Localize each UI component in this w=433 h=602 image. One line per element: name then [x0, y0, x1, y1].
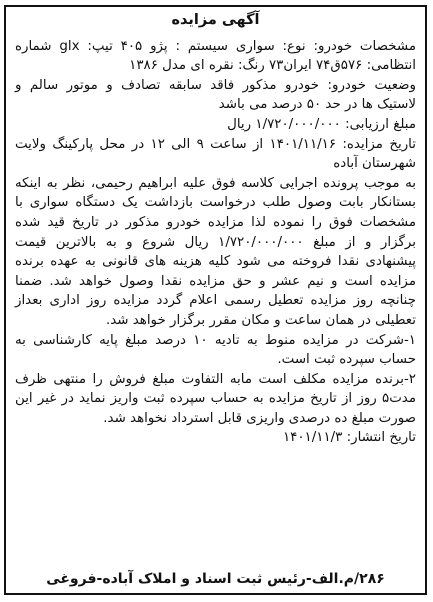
condition-2: ۲-برنده مزایده مکلف است مابه التفاوت مبلغ فروش را منتهی ظرف مدت۵ روز از تاریخ مزایده به حساب سپرده ثبت واریز نماید در غیر این صورت مبلغ ده درصدی واریزی قابل استرداد نخواهد شد. — [15, 371, 416, 426]
publish-date: تاریخ انتشار: ۱۴۰۱/۱۱/۳ — [282, 430, 416, 446]
appraised-value: مبلغ ارزیابی: ۱/۷۲۰/۰۰۰/۰۰۰ ریال — [227, 116, 416, 132]
notice-signature: ۲۸۶/م.الف-رئیس ثبت اسناد و املاک آباده-فروغی — [46, 571, 385, 587]
notice-body: به موجب پرونده اجرایی کلاسه فوق علیه ابراهیم رحیمی، نظر به اینکه بستانکار بابت وصول طلب درخواست بازداشت یک دستگاه سواری با مشخصات فوق را نموده لذا مزایده خودرو مذکور در تاریخ قید شده برگزار و از مبلغ ۱/۷۲۰/۰۰۰/۰۰۰ ریال شروع و به بالاترین قیمت پیشنهادی نقدا فروخته می شود کلیه هزینه های قانونی به عهده برنده مزایده است و نیم عشر و حق مزایده نقدا وصول خواهد شد. ضمنا چنانچه روز مزایده تعطیل رسمی اعلام گردد مزایده روز اداری بعداز تعطیلی در همان ساعت و مکان مقرر برگزار خواهد شد. — [15, 175, 416, 328]
auction-date: تاریخ مزایده: ۱۴۰۱/۱۱/۱۶ از ساعت ۹ الی ۱۲ در محل پارکینگ ولایت شهرستان آباده — [15, 136, 416, 172]
vehicle-condition: وضعیت خودرو: خودرو مذکور فاقد سابقه تصادف و موتور سالم و لاستیک ها در حد ۵۰ درصد می باشد — [15, 77, 416, 113]
auction-notice — [6, 11, 425, 448]
notice-title: آگهی مزایده — [171, 12, 260, 28]
notice-frame — [4, 5, 427, 595]
condition-1: ۱-شرکت در مزایده منوط به تادیه ۱۰ درصد مبلغ پایه کارشناسی به حساب سپرده ثبت است. — [15, 332, 416, 368]
vehicle-spec: مشخصات خودرو: نوع: سواری سیستم : پژو ۴۰۵ تیپ: glx شماره انتظامی: ۵۷۶ق۷۴ ایران۷۳ رنگ: نقره ای مدل ۱۳۸۶ — [15, 38, 416, 74]
